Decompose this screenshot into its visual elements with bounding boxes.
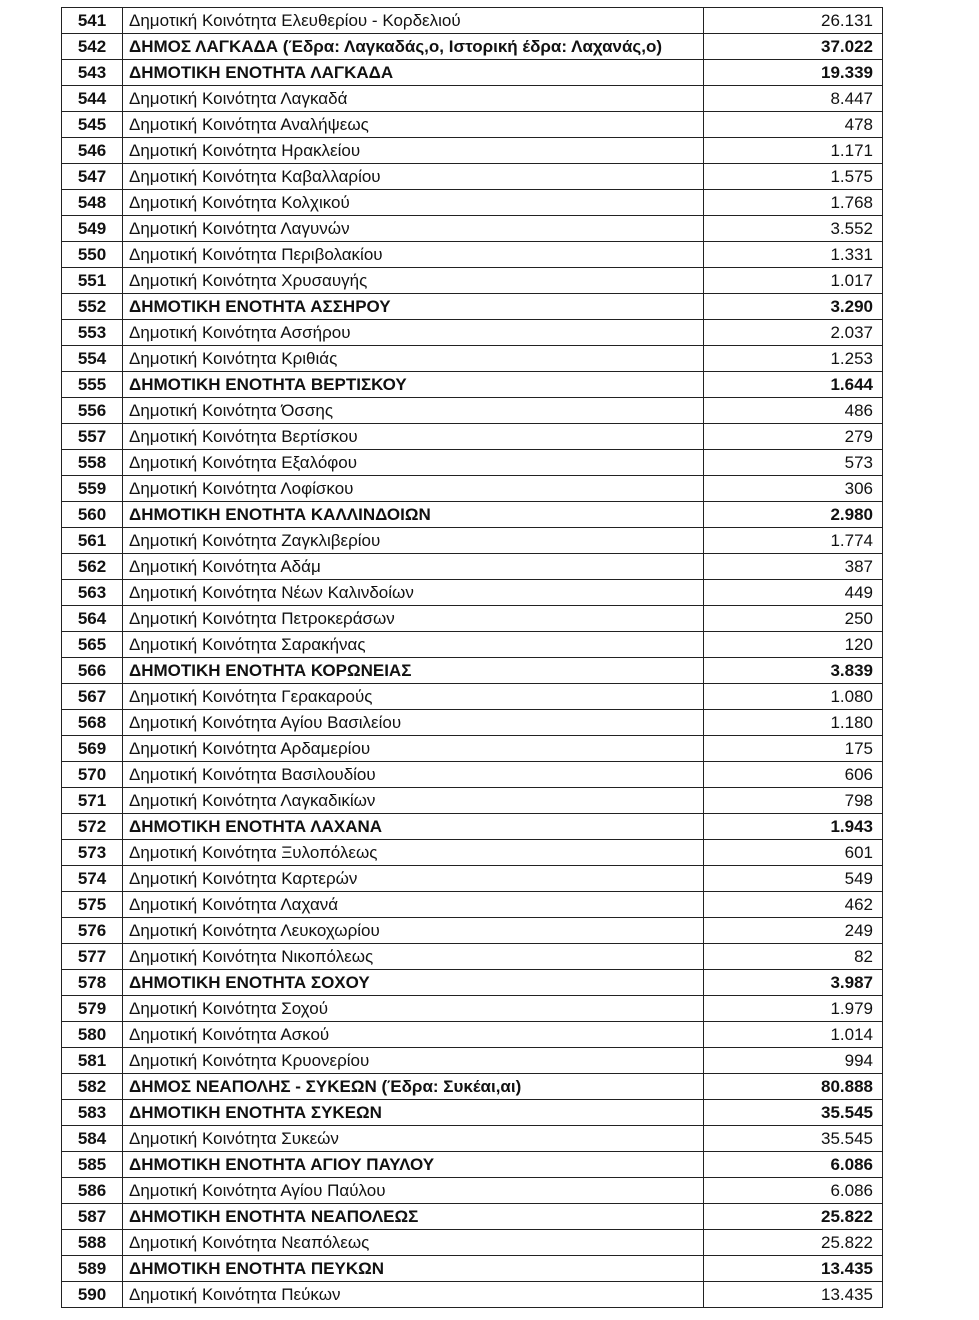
row-number: 548 <box>62 190 123 216</box>
table-row <box>62 424 883 450</box>
row-number: 575 <box>62 892 123 918</box>
community-name: Δημοτική Κοινότητα Αδάμ <box>123 554 704 580</box>
row-number: 572 <box>62 814 123 840</box>
table-row <box>62 8 883 34</box>
community-name: Δημοτική Κοινότητα Περιβολακίου <box>123 242 704 268</box>
population-value: 19.339 <box>704 60 883 86</box>
population-value: 1.331 <box>704 242 883 268</box>
population-value: 3.552 <box>704 216 883 242</box>
row-number: 560 <box>62 502 123 528</box>
table-row <box>62 502 883 528</box>
table-row <box>62 1126 883 1152</box>
row-number: 574 <box>62 866 123 892</box>
population-value: 82 <box>704 944 883 970</box>
table-row <box>62 164 883 190</box>
row-number: 590 <box>62 1282 123 1308</box>
table-row <box>62 1178 883 1204</box>
population-value: 2.037 <box>704 320 883 346</box>
row-number: 581 <box>62 1048 123 1074</box>
community-name: Δημοτική Κοινότητα Κρυονερίου <box>123 1048 704 1074</box>
row-number: 567 <box>62 684 123 710</box>
community-name: Δημοτική Κοινότητα Καβαλλαρίου <box>123 164 704 190</box>
population-value: 249 <box>704 918 883 944</box>
row-number: 569 <box>62 736 123 762</box>
row-number: 588 <box>62 1230 123 1256</box>
population-value: 250 <box>704 606 883 632</box>
population-value: 387 <box>704 554 883 580</box>
row-number: 566 <box>62 658 123 684</box>
population-value: 6.086 <box>704 1152 883 1178</box>
table-row <box>62 1256 883 1282</box>
population-value: 1.774 <box>704 528 883 554</box>
row-number: 549 <box>62 216 123 242</box>
row-number: 543 <box>62 60 123 86</box>
community-name: ΔΗΜΟΤΙΚΗ ΕΝΟΤΗΤΑ ΚΑΛΛΙΝΔΟΙΩΝ <box>123 502 704 528</box>
community-name: Δημοτική Κοινότητα Πετροκεράσων <box>123 606 704 632</box>
table-row <box>62 190 883 216</box>
row-number: 576 <box>62 918 123 944</box>
row-number: 544 <box>62 86 123 112</box>
table-row <box>62 476 883 502</box>
population-value: 1.253 <box>704 346 883 372</box>
population-value: 1.171 <box>704 138 883 164</box>
community-name: ΔΗΜΟΤΙΚΗ ΕΝΟΤΗΤΑ ΒΕΡΤΙΣΚΟΥ <box>123 372 704 398</box>
row-number: 561 <box>62 528 123 554</box>
community-name: ΔΗΜΟΣ ΛΑΓΚΑΔΑ (Έδρα: Λαγκαδάς,ο, Ιστορική έδρα: Λαχανάς,ο) <box>123 34 704 60</box>
population-value: 13.435 <box>704 1282 883 1308</box>
community-name: Δημοτική Κοινότητα Λευκοχωρίου <box>123 918 704 944</box>
row-number: 546 <box>62 138 123 164</box>
community-name: Δημοτική Κοινότητα Λαγυνών <box>123 216 704 242</box>
table-row <box>62 996 883 1022</box>
population-value: 1.979 <box>704 996 883 1022</box>
row-number: 579 <box>62 996 123 1022</box>
table-row <box>62 684 883 710</box>
population-value: 8.447 <box>704 86 883 112</box>
row-number: 571 <box>62 788 123 814</box>
row-number: 552 <box>62 294 123 320</box>
population-value: 1.080 <box>704 684 883 710</box>
population-value: 175 <box>704 736 883 762</box>
row-number: 562 <box>62 554 123 580</box>
table-row <box>62 866 883 892</box>
population-value: 449 <box>704 580 883 606</box>
community-name: ΔΗΜΟΤΙΚΗ ΕΝΟΤΗΤΑ ΣΥΚΕΩΝ <box>123 1100 704 1126</box>
population-value: 1.180 <box>704 710 883 736</box>
population-value: 2.980 <box>704 502 883 528</box>
community-name: Δημοτική Κοινότητα Συκεών <box>123 1126 704 1152</box>
community-name: Δημοτική Κοινότητα Ασκού <box>123 1022 704 1048</box>
row-number: 584 <box>62 1126 123 1152</box>
population-value: 549 <box>704 866 883 892</box>
table-row <box>62 658 883 684</box>
table-row <box>62 60 883 86</box>
population-value: 3.290 <box>704 294 883 320</box>
row-number: 541 <box>62 8 123 34</box>
row-number: 545 <box>62 112 123 138</box>
table-row <box>62 1230 883 1256</box>
community-name: ΔΗΜΟΤΙΚΗ ΕΝΟΤΗΤΑ ΣΟΧΟΥ <box>123 970 704 996</box>
row-number: 547 <box>62 164 123 190</box>
population-value: 573 <box>704 450 883 476</box>
community-name: Δημοτική Κοινότητα Ξυλοπόλεως <box>123 840 704 866</box>
row-number: 551 <box>62 268 123 294</box>
community-name: Δημοτική Κοινότητα Χρυσαυγής <box>123 268 704 294</box>
row-number: 550 <box>62 242 123 268</box>
row-number: 578 <box>62 970 123 996</box>
community-name: ΔΗΜΟΣ ΝΕΑΠΟΛΗΣ - ΣΥΚΕΩΝ (Έδρα: Συκέαι,αι) <box>123 1074 704 1100</box>
table-body <box>62 8 883 1308</box>
table-row <box>62 736 883 762</box>
population-value: 35.545 <box>704 1126 883 1152</box>
row-number: 577 <box>62 944 123 970</box>
community-name: Δημοτική Κοινότητα Λαχανά <box>123 892 704 918</box>
row-number: 589 <box>62 1256 123 1282</box>
population-value: 3.839 <box>704 658 883 684</box>
table-row <box>62 450 883 476</box>
population-value: 798 <box>704 788 883 814</box>
row-number: 587 <box>62 1204 123 1230</box>
row-number: 565 <box>62 632 123 658</box>
population-value: 6.086 <box>704 1178 883 1204</box>
community-name: Δημοτική Κοινότητα Ζαγκλιβερίου <box>123 528 704 554</box>
community-name: Δημοτική Κοινότητα Λαγκαδά <box>123 86 704 112</box>
row-number: 580 <box>62 1022 123 1048</box>
community-name: Δημοτική Κοινότητα Νεαπόλεως <box>123 1230 704 1256</box>
table-row <box>62 892 883 918</box>
community-name: ΔΗΜΟΤΙΚΗ ΕΝΟΤΗΤΑ ΛΑΓΚΑΔΑ <box>123 60 704 86</box>
table-row <box>62 762 883 788</box>
population-value: 1.014 <box>704 1022 883 1048</box>
population-value: 25.822 <box>704 1230 883 1256</box>
community-name: Δημοτική Κοινότητα Ασσήρου <box>123 320 704 346</box>
row-number: 554 <box>62 346 123 372</box>
community-name: Δημοτική Κοινότητα Καρτερών <box>123 866 704 892</box>
population-value: 486 <box>704 398 883 424</box>
table-row <box>62 268 883 294</box>
population-table-container <box>61 7 882 1308</box>
community-name: Δημοτική Κοινότητα Αγίου Βασιλείου <box>123 710 704 736</box>
table-row <box>62 918 883 944</box>
population-value: 1.575 <box>704 164 883 190</box>
community-name: Δημοτική Κοινότητα Κολχικού <box>123 190 704 216</box>
population-value: 120 <box>704 632 883 658</box>
table-row <box>62 34 883 60</box>
community-name: Δημοτική Κοινότητα Λαγκαδικίων <box>123 788 704 814</box>
table-row <box>62 398 883 424</box>
table-row <box>62 580 883 606</box>
table-row <box>62 554 883 580</box>
population-table <box>61 7 883 1308</box>
row-number: 542 <box>62 34 123 60</box>
community-name: ΔΗΜΟΤΙΚΗ ΕΝΟΤΗΤΑ ΠΕΥΚΩΝ <box>123 1256 704 1282</box>
row-number: 568 <box>62 710 123 736</box>
community-name: Δημοτική Κοινότητα Βασιλουδίου <box>123 762 704 788</box>
row-number: 586 <box>62 1178 123 1204</box>
population-value: 80.888 <box>704 1074 883 1100</box>
table-row <box>62 970 883 996</box>
table-row <box>62 1152 883 1178</box>
population-value: 1.017 <box>704 268 883 294</box>
table-row <box>62 710 883 736</box>
row-number: 558 <box>62 450 123 476</box>
table-row <box>62 840 883 866</box>
table-row <box>62 138 883 164</box>
community-name: Δημοτική Κοινότητα Πεύκων <box>123 1282 704 1308</box>
community-name: Δημοτική Κοινότητα Λοφίσκου <box>123 476 704 502</box>
table-row <box>62 216 883 242</box>
community-name: Δημοτική Κοινότητα Αρδαμερίου <box>123 736 704 762</box>
table-row <box>62 1100 883 1126</box>
row-number: 556 <box>62 398 123 424</box>
table-row <box>62 944 883 970</box>
table-row <box>62 86 883 112</box>
community-name: ΔΗΜΟΤΙΚΗ ΕΝΟΤΗΤΑ ΑΓΙΟΥ ΠΑΥΛΟΥ <box>123 1152 704 1178</box>
population-value: 1.943 <box>704 814 883 840</box>
table-row <box>62 112 883 138</box>
row-number: 570 <box>62 762 123 788</box>
population-value: 601 <box>704 840 883 866</box>
table-row <box>62 1022 883 1048</box>
community-name: Δημοτική Κοινότητα Νικοπόλεως <box>123 944 704 970</box>
table-row <box>62 788 883 814</box>
community-name: Δημοτική Κοινότητα Βερτίσκου <box>123 424 704 450</box>
population-value: 1.644 <box>704 372 883 398</box>
community-name: Δημοτική Κοινότητα Αναλήψεως <box>123 112 704 138</box>
population-value: 3.987 <box>704 970 883 996</box>
table-row <box>62 528 883 554</box>
community-name: ΔΗΜΟΤΙΚΗ ΕΝΟΤΗΤΑ ΝΕΑΠΟΛΕΩΣ <box>123 1204 704 1230</box>
community-name: Δημοτική Κοινότητα Ηρακλείου <box>123 138 704 164</box>
table-row <box>62 1204 883 1230</box>
community-name: Δημοτική Κοινότητα Γερακαρούς <box>123 684 704 710</box>
population-value: 26.131 <box>704 8 883 34</box>
table-row <box>62 346 883 372</box>
community-name: ΔΗΜΟΤΙΚΗ ΕΝΟΤΗΤΑ ΛΑΧΑΝΑ <box>123 814 704 840</box>
population-value: 606 <box>704 762 883 788</box>
table-row <box>62 1282 883 1308</box>
community-name: Δημοτική Κοινότητα Αγίου Παύλου <box>123 1178 704 1204</box>
community-name: Δημοτική Κοινότητα Σαρακήνας <box>123 632 704 658</box>
row-number: 573 <box>62 840 123 866</box>
table-row <box>62 242 883 268</box>
community-name: Δημοτική Κοινότητα Σοχού <box>123 996 704 1022</box>
community-name: Δημοτική Κοινότητα Νέων Καλινδοίων <box>123 580 704 606</box>
community-name: Δημοτική Κοινότητα Κριθιάς <box>123 346 704 372</box>
table-row <box>62 320 883 346</box>
row-number: 564 <box>62 606 123 632</box>
population-value: 478 <box>704 112 883 138</box>
row-number: 585 <box>62 1152 123 1178</box>
row-number: 555 <box>62 372 123 398</box>
population-value: 306 <box>704 476 883 502</box>
population-value: 37.022 <box>704 34 883 60</box>
row-number: 553 <box>62 320 123 346</box>
row-number: 582 <box>62 1074 123 1100</box>
row-number: 559 <box>62 476 123 502</box>
table-row <box>62 1074 883 1100</box>
table-row <box>62 1048 883 1074</box>
row-number: 583 <box>62 1100 123 1126</box>
population-value: 35.545 <box>704 1100 883 1126</box>
population-value: 994 <box>704 1048 883 1074</box>
population-value: 13.435 <box>704 1256 883 1282</box>
row-number: 557 <box>62 424 123 450</box>
community-name: Δημοτική Κοινότητα Ελευθερίου - Κορδελιού <box>123 8 704 34</box>
table-row <box>62 294 883 320</box>
community-name: Δημοτική Κοινότητα Όσσης <box>123 398 704 424</box>
table-row <box>62 372 883 398</box>
population-value: 462 <box>704 892 883 918</box>
table-row <box>62 814 883 840</box>
population-value: 1.768 <box>704 190 883 216</box>
table-row <box>62 606 883 632</box>
community-name: ΔΗΜΟΤΙΚΗ ΕΝΟΤΗΤΑ ΚΟΡΩΝΕΙΑΣ <box>123 658 704 684</box>
population-value: 279 <box>704 424 883 450</box>
table-row <box>62 632 883 658</box>
population-value: 25.822 <box>704 1204 883 1230</box>
community-name: Δημοτική Κοινότητα Εξαλόφου <box>123 450 704 476</box>
row-number: 563 <box>62 580 123 606</box>
community-name: ΔΗΜΟΤΙΚΗ ΕΝΟΤΗΤΑ ΑΣΣΗΡΟΥ <box>123 294 704 320</box>
